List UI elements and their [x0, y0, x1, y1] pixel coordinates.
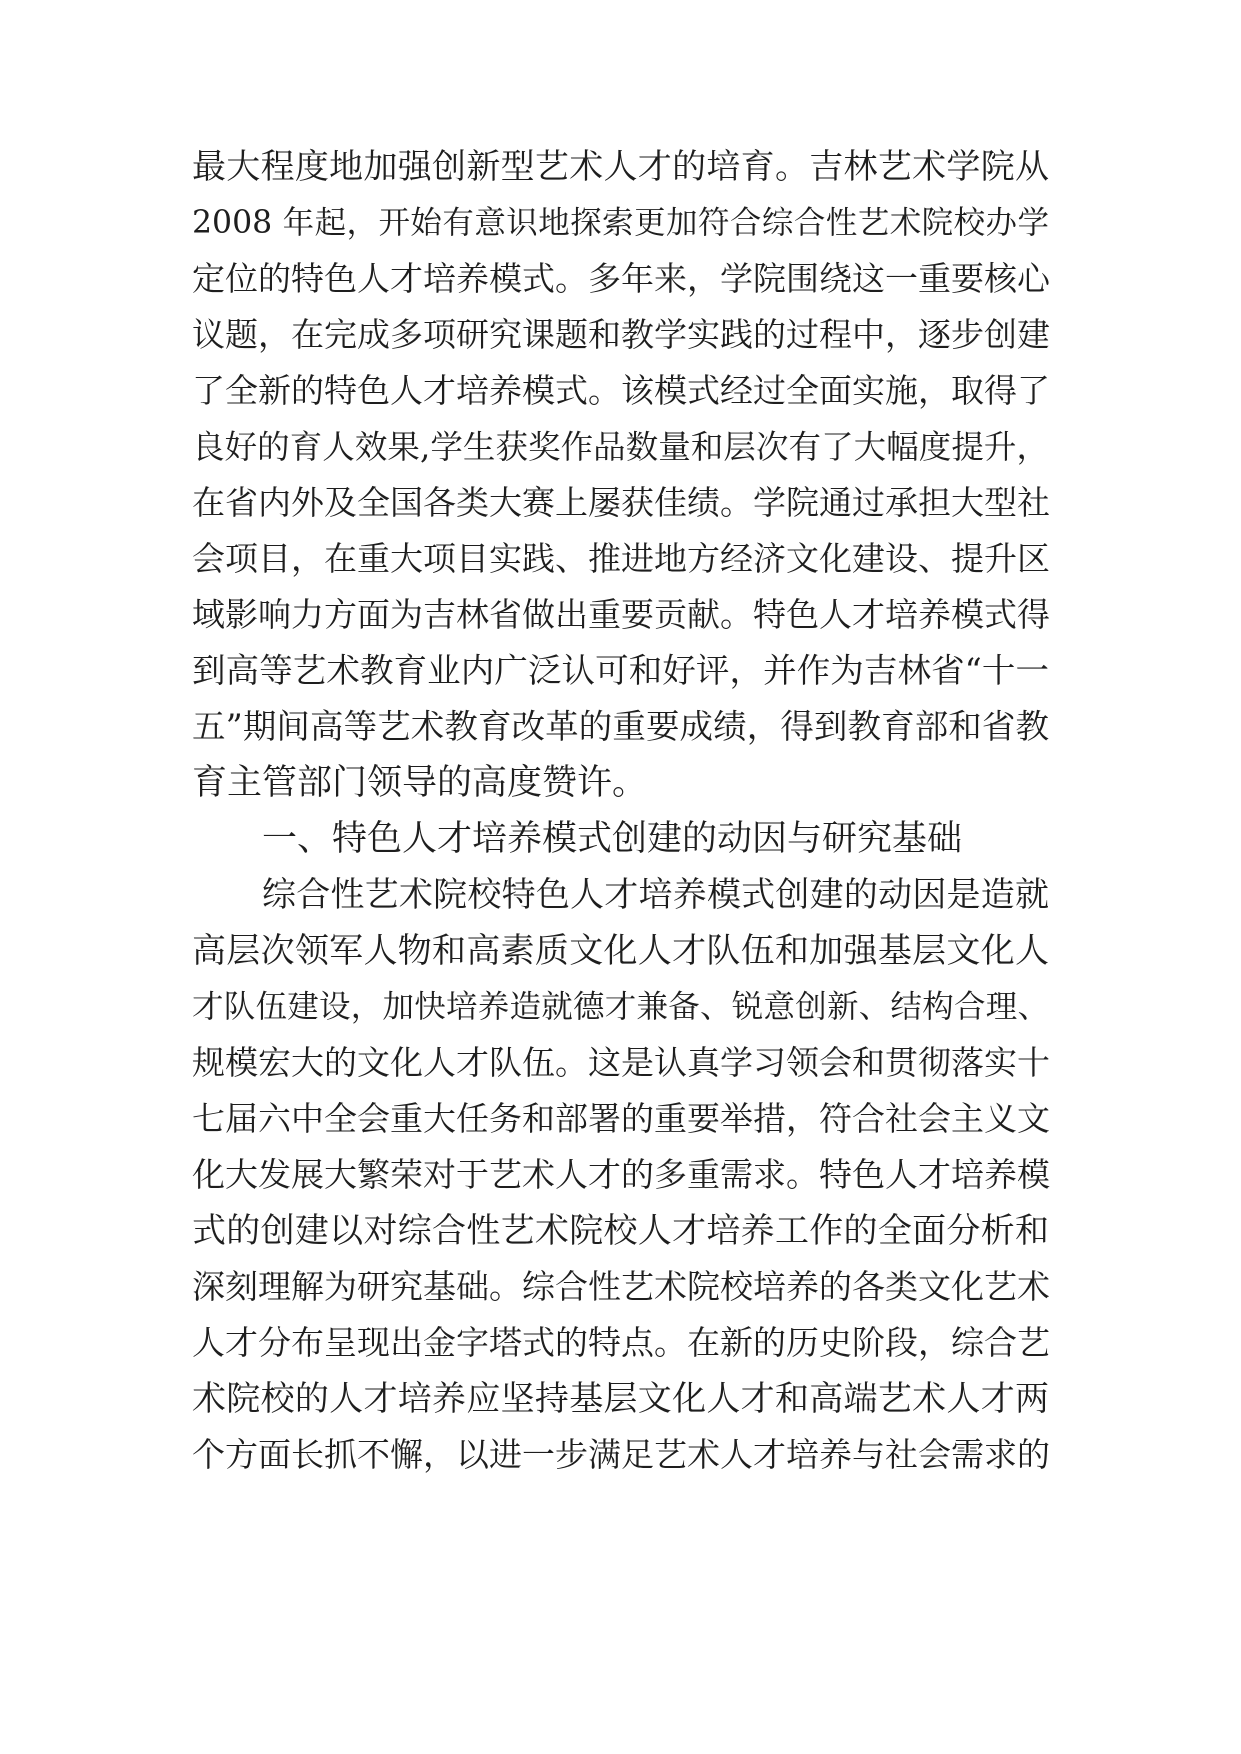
text-line: 式的创建以对综合性艺术院校人才培养工作的全面分析和 — [192, 1211, 1049, 1251]
text-line: 在省内外及全国各类大赛上屡获佳绩。学院通过承担大型社 — [192, 483, 1050, 522]
text-line: 规模宏大的文化人才队伍。这是认真学习领会和贯彻落实十 — [192, 1043, 1050, 1082]
text-line: 人才分布呈现出金字塔式的特点。在新的历史阶段，综合艺 — [192, 1323, 1050, 1362]
text-line: 最大程度地加强创新型艺术人才的培育。吉林艺术学院从 — [192, 147, 1049, 187]
text-line: 育主管部门领导的高度赞许。 — [192, 763, 648, 803]
text-line: 七届六中全会重大任务和部署的重要举措，符合社会主义文 — [192, 1099, 1050, 1138]
text-line: 深刻理解为研究基础。综合性艺术院校培养的各类文化艺术 — [192, 1267, 1050, 1306]
text-line: 高层次领军人物和高素质文化人才队伍和加强基层文化人 — [192, 931, 1049, 971]
text-line: 了全新的特色人才培养模式。该模式经过全面实施，取得了 — [192, 371, 1050, 410]
text-line: 会项目，在重大项目实践、推进地方经济文化建设、提升区 — [192, 539, 1050, 578]
text-line: 综合性艺术院校特色人才培养模式创建的动因是造就 — [262, 875, 1049, 915]
text-line: 域影响力方面为吉林省做出重要贡献。特色人才培养模式得 — [192, 595, 1050, 634]
text-line: 议题，在完成多项研究课题和教学实践的过程中，逐步创建 — [192, 315, 1050, 354]
section-heading: 一、特色人才培养模式创建的动因与研究基础 — [262, 819, 963, 859]
text-line: 2008 年起，开始有意识地探索更加符合综合性艺术院校办学 — [192, 205, 1049, 241]
text-line: 到高等艺术教育业内广泛认可和好评，并作为吉林省“十一 — [192, 651, 1049, 690]
text-line: 才队伍建设，加快培养造就德才兼备、锐意创新、结构合理、 — [192, 989, 1049, 1025]
text-line: 化大发展大繁荣对于艺术人才的多重需求。特色人才培养模 — [192, 1155, 1050, 1194]
text-line: 五”期间高等艺术教育改革的重要成绩，得到教育部和省教 — [192, 707, 1049, 746]
text-line: 术院校的人才培养应坚持基层文化人才和高端艺术人才两 — [192, 1379, 1049, 1419]
text-line: 定位的特色人才培养模式。多年来，学院围绕这一重要核心 — [192, 259, 1050, 298]
text-line: 良好的育人效果,学生获奖作品数量和层次有了大幅度提升， — [192, 428, 1049, 466]
text-line: 个方面长抓不懈，以进一步满足艺术人才培养与社会需求的 — [192, 1435, 1050, 1474]
